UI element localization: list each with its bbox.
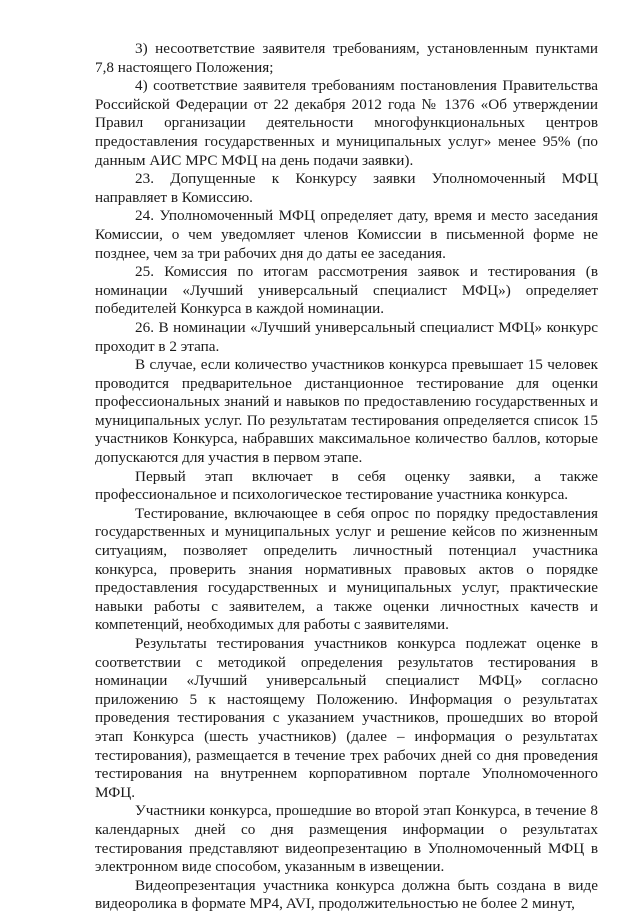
paragraph-item-4: 4) соответствие заявителя требованиям постановления Правительства Российской Федерации от 22 декабря 2012 года № 1376 «Об утверждении Правил организации деятельности многофункциональных центров предоставления государственных и муниципальных услуг» менее 95% (по данным АИС МРС МФЦ на день подачи заявки).: [95, 77, 598, 169]
paragraph-preliminary-testing: В случае, если количество участников конкурса превышает 15 человек проводится предварительное дистанционное тестирование для оценки профессиональных знаний и навыков по предоставлению государственных и муниципальных услуг. По результатам тестирования определяется список 15 участников Конкурса, набравших максимальное количество баллов, которые допускаются для участия в первом этапе.: [95, 356, 598, 467]
paragraph-clause-26: 26. В номинации «Лучший универсальный специалист МФЦ» конкурс проходит в 2 этапа.: [95, 318, 598, 355]
paragraph-clause-23: 23. Допущенные к Конкурсу заявки Уполномоченный МФЦ направляет в Комиссию.: [95, 170, 598, 206]
paragraph-clause-24: 24. Уполномоченный МФЦ определяет дату, время и место заседания Комиссии, о чем уведомляет членов Комиссии в письменной форме не позднее, чем за три рабочих дня до даты ее заседания.: [95, 207, 598, 262]
paragraph-video-presentation: Видеопрезентация участника конкурса должна быть создана в виде видеоролика в формате MP4, AVI, продолжительностью не более 2 минут,: [95, 876, 598, 913]
document-page: [95, 40, 598, 914]
paragraph-item-3: 3) несоответствие заявителя требованиям, установленным пунктами 7,8 настоящего Положения;: [95, 40, 598, 76]
paragraph-clause-25: 25. Комиссия по итогам рассмотрения заявок и тестирования (в номинации «Лучший универсальный специалист МФЦ») определяет победителей Конкурса в каждой номинации.: [95, 263, 598, 318]
paragraph-first-stage: Первый этап включает в себя оценку заявки, а также профессиональное и психологическое тестирование участника конкурса.: [95, 467, 598, 504]
paragraph-testing-description: Тестирование, включающее в себя опрос по порядку предоставления государственных и муниципальных услуг и решение кейсов по жизненным ситуациям, позволяет определить личностный потенциал участника конкурса, проверить знания нормативных правовых актов о порядке предоставления государственных и муниципальных услуг, практические навыки работы с заявителем, а также оценки личностных качеств и компетенций, необходимых для работы с заявителями.: [95, 504, 598, 634]
paragraph-testing-results: Результаты тестирования участников конкурса подлежат оценке в соответствии с методикой определения результатов тестирования в номинации «Лучший универсальный специалист МФЦ» согласно приложению 5 к настоящему Положению. Информация о результатах проведения тестирования с указанием участников, прошедших во второй этап Конкурса (шесть участников) (далее – информация о результатах тестирования), размещается в течение трех рабочих дней со дня проведения тестирования на внутреннем корпоративном портале Уполномоченного МФЦ.: [95, 635, 598, 801]
paragraph-second-stage: Участники конкурса, прошедшие во второй этап Конкурса, в течение 8 календарных дней со дня размещения информации о результатах тестирования представляют видеопрезентацию в Уполномоченный МФЦ в электронном виде способом, указанным в извещении.: [95, 802, 598, 876]
